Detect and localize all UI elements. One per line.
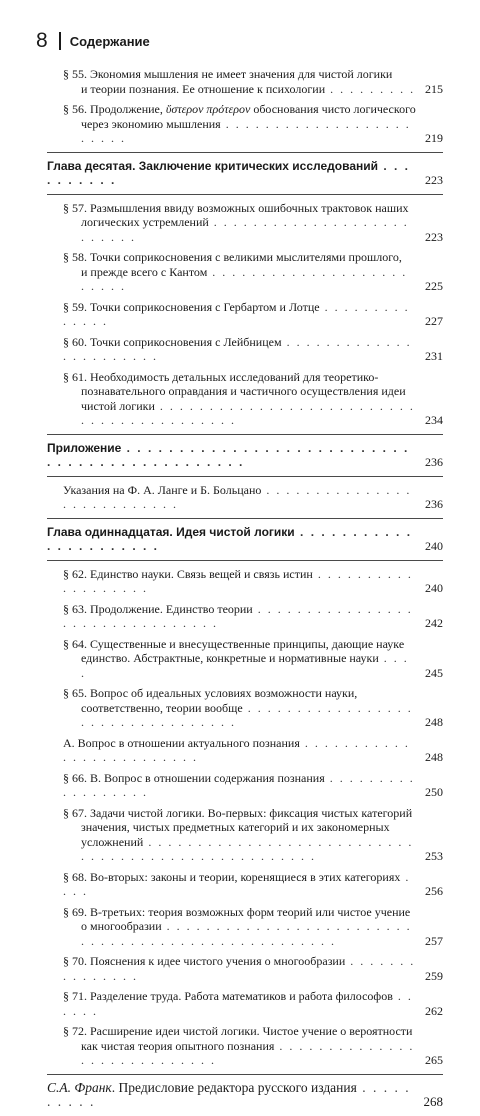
entry-text: § 61. Необходимость детальных исследований для теоретико- <box>63 369 379 384</box>
toc-chapter[interactable] <box>47 1081 443 1110</box>
entry-text-cont: единство. Абстрактные, конкретные и нормативные науки <box>81 651 379 665</box>
toc-entry[interactable] <box>47 102 443 146</box>
leader-dots: . . . . . . . . . . . . . . . . . . . . . . . . . . . . . . . . . . . . . . . . . . . . . . . . . . . <box>81 919 412 948</box>
page-ref: 265 <box>425 1053 443 1067</box>
entry-text: § 63. Продолжение. Единство теории <box>63 601 253 616</box>
entry-text: § 64. Существенные и внесущественные принципы, дающие науке <box>63 636 405 651</box>
entry-text: § 65. Вопрос об идеальных условиях возможности науки, <box>63 686 358 700</box>
leader-dots: . . . . . . . . . . <box>47 158 411 187</box>
entry-text: § 59. Точки соприкосновения с Гербартом и Лотце <box>63 299 320 314</box>
leader-dots: . . . . . . . . . . . . . . . <box>63 954 416 983</box>
entry-text-cont: соответственно, теории вообще <box>81 700 243 715</box>
page-ref: 250 <box>425 785 443 799</box>
entry-text: § 70. Пояснения к идее чистого учения о многообразии <box>63 954 346 968</box>
page-ref: 223 <box>425 173 443 187</box>
toc-entry[interactable] <box>47 637 443 681</box>
entry-text: § 56. Продолжение, <box>63 102 166 116</box>
leader-dots: . . . . . . . . . . . . . . . . . . . . . . . . . . . . . . . . . . . . . . . . . . . . . . . . . . . <box>81 834 414 863</box>
page-ref: 253 <box>425 849 443 863</box>
entry-text: § 66. B. Вопрос в отношении содержания познания <box>63 770 325 785</box>
entry-text: § 57. Размышления ввиду возможных ошибочных трактовок наших <box>63 200 409 215</box>
leader-dots: . . . . . . . . . . . . . . . . . . . . . . . . . . . . . . . . <box>63 601 413 630</box>
section-rule <box>47 194 443 195</box>
section-rule <box>47 476 443 477</box>
entry-text: § 55. Экономия мышления не имеет значения для чистой логики <box>63 67 393 81</box>
toc-entry[interactable] <box>47 989 443 1018</box>
toc-chapter[interactable] <box>47 441 443 470</box>
leader-dots: . . . . . . <box>63 989 413 1018</box>
toc-entry[interactable] <box>47 870 443 899</box>
entry-text: § 67. Задачи чистой логики. Во-первых: фиксация чистых категорий <box>63 805 413 820</box>
entry-text: § 62. Единство науки. Связь вещей и связь истин <box>63 566 313 581</box>
page-ref: 245 <box>425 665 443 680</box>
page-ref: 215 <box>425 81 443 96</box>
section-rule <box>47 434 443 435</box>
leader-dots: . . . . . . . . . . . . . . . . . . . . . . <box>47 524 413 553</box>
entry-text-cont: усложнений <box>81 834 144 849</box>
page-number: 8 <box>36 29 48 52</box>
leader-dots: . . . . . . . . . . . . . . . . . . . . . . . . . . . . <box>81 1038 415 1067</box>
author-name: С.А. Франк <box>47 1079 112 1095</box>
toc-entry[interactable] <box>47 370 443 428</box>
toc-entry[interactable] <box>47 686 443 730</box>
chapter-title: Глава десятая. Заключение критических исследований <box>47 158 379 173</box>
toc-entry[interactable] <box>47 771 443 800</box>
entry-text-cont: чистой логики <box>81 398 155 413</box>
page-ref: 227 <box>425 314 443 328</box>
entry-text-cont: логических устремлений <box>81 215 209 229</box>
entry-text-cont: и прежде всего с Кантом <box>81 264 208 279</box>
page-ref: 256 <box>425 884 443 898</box>
toc-entry[interactable] <box>47 300 443 329</box>
header-separator <box>59 32 61 50</box>
chapter-title: Приложение <box>47 440 122 455</box>
page-ref: 248 <box>425 715 443 729</box>
toc-entry[interactable] <box>47 250 443 294</box>
chapter-title: . Предисловие редактора русского издания <box>111 1079 357 1095</box>
section-rule <box>47 1074 443 1075</box>
section-rule <box>47 152 443 153</box>
page-ref: 259 <box>425 968 443 983</box>
leader-dots: . . . . <box>63 869 411 898</box>
toc-entry[interactable] <box>47 335 443 364</box>
entry-text: A. Вопрос в отношении актуального познания <box>63 735 300 750</box>
entry-text-cont: о многообразии <box>81 919 162 933</box>
leader-dots: . . . . . . . . . <box>325 81 416 96</box>
chapter-title: Глава одиннадцатая. Идея чистой логики <box>47 524 295 539</box>
leader-dots: . . . . <box>81 651 409 680</box>
leader-dots: . . . . . . . . . . . . . . . . . . . . . . . . . . <box>81 215 409 244</box>
greek-phrase: ὕστερον πρότερον <box>165 102 251 116</box>
entry-text: § 68. Во-вторых: законы и теории, коренящиеся в этих категориях <box>63 869 401 884</box>
page-ref: 240 <box>425 581 443 595</box>
entry-text-cont: через экономию мышления <box>81 116 221 131</box>
leader-dots: . . . . . . . . . . . . . . . . . . . . . . . . . <box>81 264 408 293</box>
section-rule <box>47 560 443 561</box>
toc-entry[interactable] <box>47 954 443 983</box>
leader-dots: . . . . . . . . . . . . . . . . . . . . . . . . <box>81 116 411 145</box>
leader-dots: . . . . . . . . . . . . . . . . . . . . . . . . . . . <box>63 482 412 511</box>
leader-dots: . . . . . . . . . . . . . . . . . . . <box>63 566 413 595</box>
running-header <box>36 30 150 52</box>
entry-text: § 71. Разделение труда. Работа математиков и работа философов <box>63 989 393 1003</box>
entry-text: Указания на Ф. А. Ланге и Б. Больцано <box>63 482 262 497</box>
entry-text-cont: как чистая теория опытного познания <box>81 1038 275 1053</box>
entry-text: обоснования чисто логического <box>250 102 416 116</box>
page-ref: 236 <box>425 497 443 511</box>
page-ref: 262 <box>425 1003 443 1018</box>
leader-dots: . . . . . . . . . . <box>47 1079 411 1109</box>
leader-dots: . . . . . . . . . . . . . . . . . . . . . . . . . . . . . . . . . . . . . . . . . . . . . . <box>47 440 410 469</box>
table-of-contents <box>47 67 443 1116</box>
leader-dots: . . . . . . . . . . . . . . <box>63 299 410 328</box>
toc-chapter[interactable] <box>47 525 443 554</box>
toc-entry[interactable] <box>47 905 443 949</box>
section-rule <box>47 518 443 519</box>
entry-text: § 58. Точки соприкосновения с великими мыслителями прошлого, <box>63 250 402 264</box>
toc-entry[interactable] <box>47 602 443 631</box>
page-ref: 234 <box>425 413 443 427</box>
leader-dots: . . . . . . . . . . . . . . . . . . . . . . . . . . . . . . . . . <box>81 700 413 729</box>
page-ref: 242 <box>425 616 443 630</box>
toc-entry[interactable] <box>47 806 443 864</box>
page-ref: 240 <box>425 539 443 553</box>
leader-dots: . . . . . . . . . . . . . . . . . . . . . . . <box>63 334 412 363</box>
page-ref: 219 <box>425 131 443 145</box>
page-ref: 236 <box>425 455 443 469</box>
header-title: Содержание <box>69 33 150 49</box>
entry-text: § 72. Расширение идеи чистой логики. Чистое учение о вероятности <box>63 1024 413 1038</box>
entry-text-cont: познавательного оправдания и частичного осуществления идеи <box>81 384 406 398</box>
page-ref: 225 <box>425 279 443 293</box>
leader-dots: . . . . . . . . . . . . . . . . . . . . . . . . . . . . . . . . . . . . . . . . . . <box>81 398 415 427</box>
leader-dots: . . . . . . . . . . . . . . . . . . <box>63 770 415 799</box>
toc-entry[interactable] <box>47 483 443 512</box>
page-ref: 231 <box>425 349 443 363</box>
page-ref: 268 <box>423 1094 443 1109</box>
toc-entry[interactable] <box>47 567 443 596</box>
page-ref: 257 <box>425 933 443 948</box>
page-ref: 223 <box>425 229 443 244</box>
page-ref: 248 <box>425 750 443 764</box>
entry-text: § 69. В-третьих: теория возможных форм теорий или чистое учение <box>63 904 411 919</box>
entry-text: § 60. Точки соприкосновения с Лейбницем <box>63 334 282 349</box>
toc-entry[interactable] <box>47 736 443 765</box>
toc-entry[interactable] <box>47 67 443 96</box>
toc-entry[interactable] <box>47 1024 443 1068</box>
toc-entry[interactable] <box>47 201 443 245</box>
leader-dots: . . . . . . . . . . . . . . . . . . . . . . . . . <box>63 735 410 764</box>
entry-text-cont: и теории познания. Ее отношение к психологии <box>81 81 326 96</box>
entry-text-cont: значения, чистых предметных категорий и их закономерных <box>81 820 390 834</box>
toc-chapter[interactable] <box>47 159 443 188</box>
